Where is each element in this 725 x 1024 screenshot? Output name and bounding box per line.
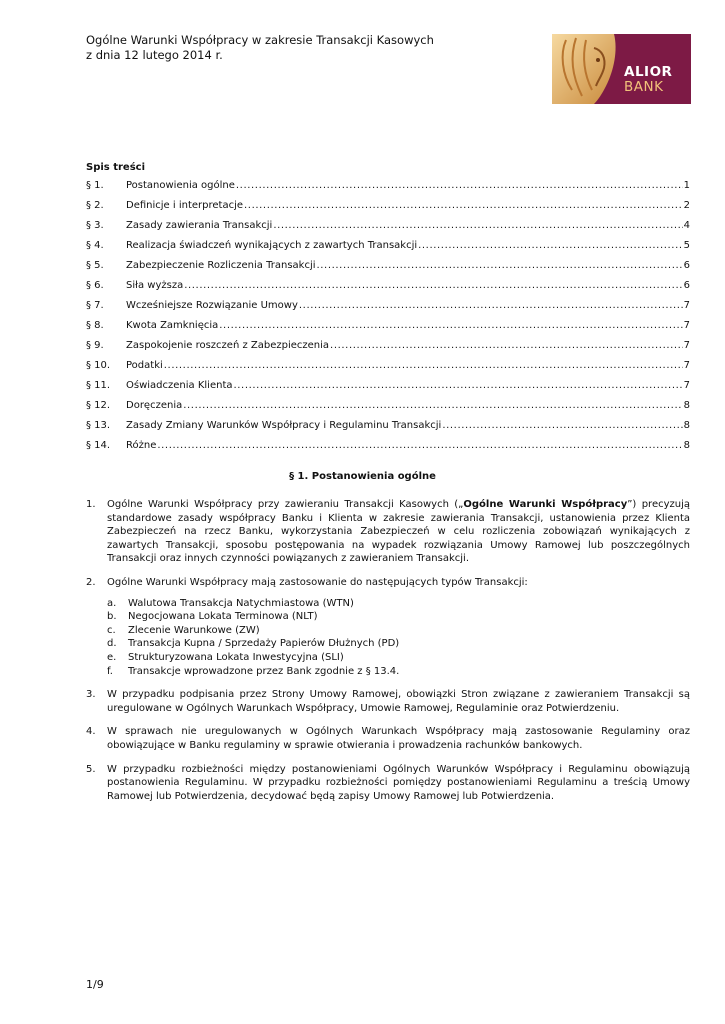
logo-text-alior: ALIOR [624,64,673,80]
toc-entry[interactable]: § 3. Zasady zawierania Transakcji ..... 4 [86,215,690,235]
paragraph: 2. Ogólne Warunki Współpracy mają zastosowanie do następujących typów Transakcji: a. Walutowa Transakcja Natychmiastowa (WTN) b. Negocjowana Lokata Terminowa (NLT) c. Zlecenie Warunkowe (ZW) d. Transakcja Kupna / Sprzedaży Papierów Dłużnych (PD) e. Strukturyzowana Lokata Inwestycyjna (SLI) f. Transakcje wprowadzone przez Bank zgodnie z § 13.4. [86,576,690,678]
toc-entry[interactable]: § 2. Definicje i interpretacje ..... 2 [86,195,690,215]
table-of-contents [86,175,690,455]
paragraph: 1. Ogólne Warunki Współpracy przy zawieraniu Transakcji Kasowych („Ogólne Warunki Współpracy”) precyzują standardowe zasady współpracy Banku i Klienta w zakresie zawierania Transakcji, ustanowienia przez Klienta Zabezpieczeń na rzecz Banku, wykorzystania Zabezpieczeń w celu rozliczenia zobowiązań wynikających z zawartych Transakcji, sposobu postępowania na wypadek rozwiązania Umowy Ramowej lub poszczególnych Transakcji oraz innych czynności powiązanych z zawieraniem Transakcji. [86,499,690,565]
header-date: z dnia 12 lutego 2014 r. [86,48,223,62]
toc-entry[interactable]: § 5. Zabezpieczenie Rozliczenia Transakcji ..... 6 [86,255,690,275]
toc-entry[interactable]: § 12. Doręczenia ..... 8 [86,395,690,415]
page-number: 1/9 [86,978,104,991]
toc-entry[interactable]: § 8. Kwota Zamknięcia ..... 7 [86,315,690,335]
toc-entry[interactable]: § 14. Różne ..... 8 [86,435,690,455]
list-item: c. Zlecenie Warunkowe (ZW) [107,624,260,636]
section-body [86,498,690,813]
toc-entry[interactable]: § 6. Siła wyższa ..... 6 [86,275,690,295]
toc-entry[interactable]: § 10. Podatki ..... 7 [86,355,690,375]
list-item: b. Negocjowana Lokata Terminowa (NLT) [107,611,318,623]
document-header [86,33,434,63]
paragraph: 4. W sprawach nie uregulowanych w Ogólnych Warunkach Współpracy mają zastosowanie Regulaminy oraz obowiązujące w Banku regulaminy w sprawie otwierania i prowadzenia rachunków bankowych. [86,726,690,751]
paragraph: 3. W przypadku podpisania przez Strony Umowy Ramowej, obowiązki Stron związane z zawieraniem Transakcji są uregulowane w Ogólnych Warunkach Współpracy, Umowie Ramowej, Regulaminie oraz Potwierdzeniu. [86,689,690,714]
toc-entry[interactable]: § 9. Zaspokojenie roszczeń z Zabezpieczenia ..... 7 [86,335,690,355]
list-item: e. Strukturyzowana Lokata Inwestycyjna (SLI) [107,651,344,663]
logo-text-bank: BANK [624,79,664,95]
toc-entry[interactable]: § 13. Zasady Zmiany Warunków Współpracy i Regulaminu Transakcji ..... 8 [86,415,690,435]
toc-entry[interactable]: § 11. Oświadczenia Klienta ..... 7 [86,375,690,395]
toc-title: Spis treści [86,162,146,173]
paragraph: 5. W przypadku rozbieżności między postanowieniami Ogólnych Warunków Współpracy i Regulaminu obowiązują postanowienia Regulaminu. W przypadku rozbieżności pomiędzy postanowieniami Regulaminu a treścią Umowy Ramowej lub Potwierdzenia, decydować będą zapisy Umowy Ramowej lub Potwierdzenia. [86,763,690,802]
list-item: a. Walutowa Transakcja Natychmiastowa (WTN) [107,597,354,609]
list-item: f. Transakcje wprowadzone przez Bank zgodnie z § 13.4. [107,665,400,677]
section-heading: § 1. Postanowienia ogólne [289,471,436,482]
header-title: Ogólne Warunki Współpracy w zakresie Transakcji Kasowych [86,33,434,47]
transaction-type-list [107,597,690,679]
toc-entry[interactable]: § 4. Realizacja świadczeń wynikających z zawartych Transakcji ..... 5 [86,235,690,255]
alior-bank-logo [552,34,691,104]
toc-entry[interactable]: § 7. Wcześniejsze Rozwiązanie Umowy ..... 7 [86,295,690,315]
list-item: d. Transakcja Kupna / Sprzedaży Papierów Dłużnych (PD) [107,638,400,650]
toc-entry[interactable]: § 1. Postanowienia ogólne ..... 1 [86,175,690,195]
